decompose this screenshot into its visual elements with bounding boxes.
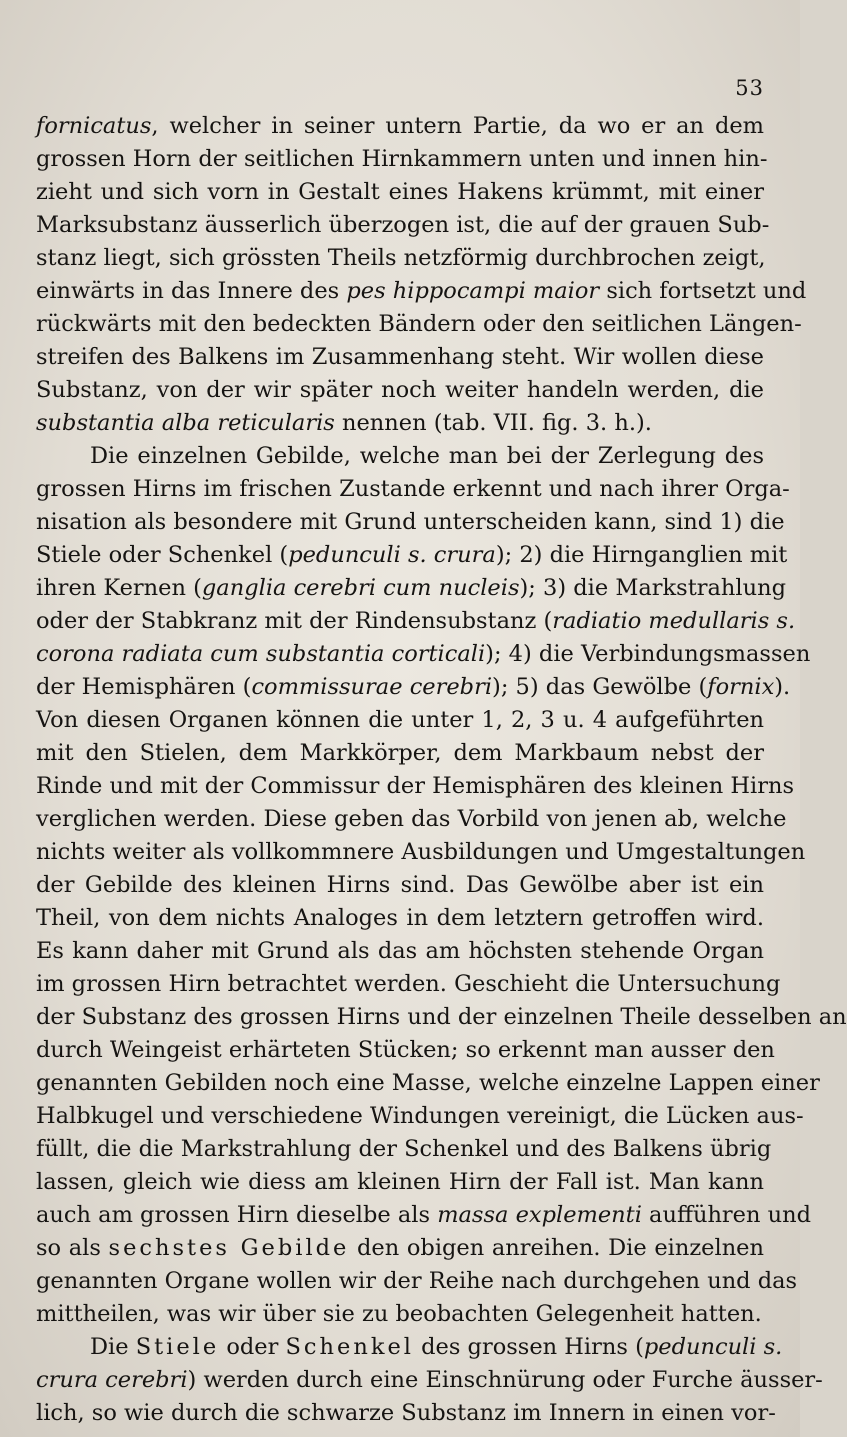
text-line [36,1100,804,1133]
text-segment: nennen (tab. VII. fig. 3. h.). [334,410,652,436]
text-line [36,1001,847,1034]
text-line [36,638,811,671]
italic-term: pedunculi s. [643,1334,783,1360]
text-segment: der Substanz des grossen Hirns und der einzelnen Theile desselben an [36,1004,847,1030]
text-line [36,440,764,473]
page-number: 53 [735,76,764,100]
text-segment: sich fortsetzt und [599,278,807,304]
text-segment: aufführen und [641,1202,812,1228]
italic-term: fornicatus [36,113,152,139]
text-segment: ); 2) die Hirnganglien mit [495,542,788,568]
text-segment: Halbkugel und verschiedene Windungen vereinigt, die Lücken aus- [36,1103,804,1129]
text-line [36,1133,772,1166]
text-segment: ) werden durch eine Einschnürung oder Furche äusser- [187,1367,823,1393]
italic-term: ganglia cerebri cum nucleis [201,575,520,601]
text-line [36,605,796,638]
text-segment: ); 4) die Verbindungsmassen [485,641,811,667]
text-segment: Substanz, von der wir später noch weiter handeln werden, die [36,377,764,403]
text-line [36,803,787,836]
text-line [36,902,764,935]
text-segment: einwärts in das Innere des [36,278,347,304]
italic-term: pedunculi s. crura [288,542,496,568]
text-segment: ). [774,674,791,700]
text-segment: genannten Organe wollen wir der Reihe nach durchgehen und das [36,1268,798,1294]
text-line [36,407,764,440]
text-segment: lich, so wie durch die schwarze Substanz im Innern in einen vor- [36,1400,776,1426]
text-segment: nichts weiter als vollkommnere Ausbildungen und Umgestaltungen [36,839,806,865]
text-line [36,1232,764,1265]
text-segment: streifen des Balkens im Zusammenhang steht. Wir wollen diese [36,344,764,370]
italic-term: corona radiata cum substantia corticali [36,641,486,667]
text-line [36,275,807,308]
text-line [36,968,781,1001]
text-line [36,1298,764,1331]
text-segment: Von diesen Organen können die unter 1, 2, 3 u. 4 aufgeführten [36,707,764,733]
text-segment: lassen, gleich wie diess am kleinen Hirn der Fall ist. Man kann [36,1169,764,1195]
text-line [36,770,794,803]
text-segment: nisation als besondere mit Grund unterscheiden kann, sind 1) die [36,509,785,535]
text-line [36,1166,764,1199]
text-line [36,1199,812,1232]
text-segment: grossen Hirns im frischen Zustande erkennt und nach ihrer Orga- [36,476,790,502]
text-segment: Theil, von dem nichts Analoges in dem letztern getroffen wird. [36,905,764,931]
text-line [36,308,802,341]
text-segment: , welcher in seiner untern Partie, da wo er an dem [151,113,764,139]
text-line [36,242,764,275]
text-segment: der Hemisphären ( [36,674,252,700]
text-segment: so als [36,1235,109,1261]
text-line [36,176,764,209]
text-segment: der Gebilde des kleinen Hirns sind. Das Gewölbe aber ist ein [36,872,764,898]
text-segment: oder der Stabkranz mit der Rindensubstanz ( [36,608,553,634]
text-segment: genannten Gebilden noch eine Masse, welche einzelne Lappen einer [36,1070,820,1096]
text-line [36,1364,823,1397]
spaced-term: Stiele [135,1334,220,1360]
text-line [36,110,764,143]
text-segment: rückwärts mit den bedeckten Bändern oder den seitlichen Längen- [36,311,802,337]
text-line [36,1331,783,1364]
text-line [36,671,791,704]
text-segment: den obigen anreihen. Die einzelnen [349,1235,764,1261]
text-line [36,473,790,506]
text-segment: Marksubstanz äusserlich überzogen ist, die auf der grauen Sub- [36,212,770,238]
text-segment: auch am grossen Hirn dieselbe als [36,1202,438,1228]
italic-term: massa explementi [437,1202,642,1228]
text-segment: durch Weingeist erhärteten Stücken; so erkennt man ausser den [36,1037,775,1063]
text-segment: des grossen Hirns ( [413,1334,644,1360]
text-line [36,1067,820,1100]
text-segment: grossen Horn der seitlichen Hirnkammern unten und innen hin- [36,146,768,172]
text-segment: stanz liegt, sich grössten Theils netzförmig durchbrochen zeigt, [36,245,766,271]
text-line [36,737,764,770]
text-line [36,1397,776,1430]
text-line [36,1265,798,1298]
text-segment: verglichen werden. Diese geben das Vorbild von jenen ab, welche [36,806,787,832]
text-segment: mittheilen, was wir über sie zu beobachten Gelegenheit hatten. [36,1301,762,1327]
text-line [36,935,764,968]
text-line [36,1034,775,1067]
text-segment: im grossen Hirn betrachtet werden. Geschieht die Untersuchung [36,971,781,997]
text-line [36,341,764,374]
italic-term: radiatio medullaris s. [552,608,796,634]
italic-term: commissurae cerebri [251,674,493,700]
text-line [36,374,764,407]
text-segment: Stiele oder Schenkel ( [36,542,289,568]
text-segment: füllt, die die Markstrahlung der Schenkel und des Balkens übrig [36,1136,772,1162]
italic-term: crura cerebri [36,1367,188,1393]
text-segment: oder [219,1334,286,1360]
text-line [36,836,806,869]
spaced-term: Schenkel [285,1334,414,1360]
text-line [36,539,788,572]
text-segment: Die einzelnen Gebilde, welche man bei der Zerlegung des [90,443,764,469]
italic-term: pes hippocampi maior [346,278,600,304]
text-segment: zieht und sich vorn in Gestalt eines Hakens krümmt, mit einer [36,179,764,205]
text-line [36,209,770,242]
italic-term: fornix [707,674,775,700]
text-segment: Die [90,1334,136,1360]
text-segment: ); 5) das Gewölbe ( [492,674,708,700]
spaced-term: sechstes Gebilde [108,1235,350,1261]
text-line [36,506,785,539]
body-text [36,110,847,1430]
text-segment: mit den Stielen, dem Markkörper, dem Markbaum nebst der [36,740,764,766]
text-segment: ); 3) die Markstrahlung [519,575,786,601]
text-line [36,704,764,737]
text-segment: Rinde und mit der Commissur der Hemisphären des kleinen Hirns [36,773,794,799]
text-segment: ihren Kernen ( [36,575,202,601]
text-segment: Es kann daher mit Grund als das am höchsten stehende Organ [36,938,764,964]
italic-term: substantia alba reticularis [36,410,335,436]
text-line [36,572,786,605]
text-line [36,869,764,902]
text-line [36,143,768,176]
